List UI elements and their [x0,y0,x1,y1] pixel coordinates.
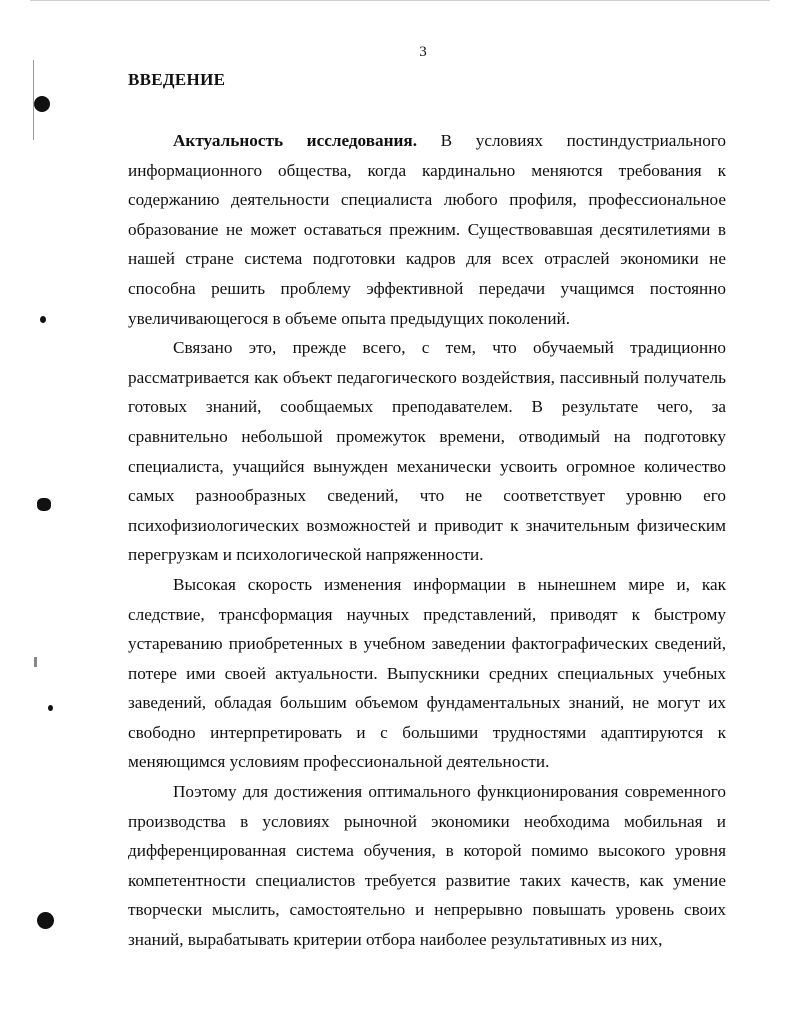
hole-punch-mark [34,96,50,112]
scan-top-edge [30,0,770,3]
scan-speck [40,316,46,323]
hole-punch-mark [37,912,54,929]
hole-punch-mark [37,498,51,511]
page-number: 3 [419,44,427,60]
paragraph-lead: Актуальность исследования. [173,131,418,150]
paragraph: Поэтому для достижения оптимального функционирования современного производства в условиях рыночной экономики необходима мобильная и дифференцированная система обучения, в которой помимо высокого уровня компетентности специалистов требуется развитие таких качеств, как умение творчески мыслить, самостоятельно и непрерывно повышать уровень своих знаний, вырабатывать критерии отбора наиболее результативных из них, [128,782,726,950]
body-text [128,126,726,955]
scan-speck [48,705,53,711]
paragraph: Связано это, прежде всего, с тем, что обучаемый традиционно рассматривается как объект педагогического воздействия, пассивный получатель готовых знаний, сообщаемых преподавателем. В результате чего, за сравнительно небольшой промежуток времени, отводимый на подготовку специалиста, учащийся вынужден механически усвоить огромное количество самых разнообразных сведений, что не соответствует уровню его психофизиологических возможностей и приводит к значительным физическим перегрузкам и психологической напряженности. [128,338,726,565]
scan-speck [34,657,37,667]
paragraph: Высокая скорость изменения информации в нынешнем мире и, как следствие, трансформация научных представлений, приводят к быстрому устареванию приобретенных в учебном заведении фактографических сведений, потере ими своей актуальности. Выпускники средних специальных учебных заведений, обладая большим объемом фундаментальных знаний, не могут их свободно интерпретировать и с большими трудностями адаптируются к меняющимся условиям профессиональной деятельности. [128,574,726,772]
section-heading: ВВЕДЕНИЕ [128,70,226,89]
paragraph [128,126,726,333]
paragraph-text: В условиях постиндустриального информационного общества, когда кардинально меняются требования к содержанию деятельности специалиста любого профиля, профессиональное образование не может оставаться прежним. Существовавшая десятилетиями в нашей стране система подготовки кадров для всех отраслей экономики не способна решить проблему эффективной передачи учащимся постоянно увеличивающегося в объеме опыта предыдущих поколений. [128,131,727,328]
